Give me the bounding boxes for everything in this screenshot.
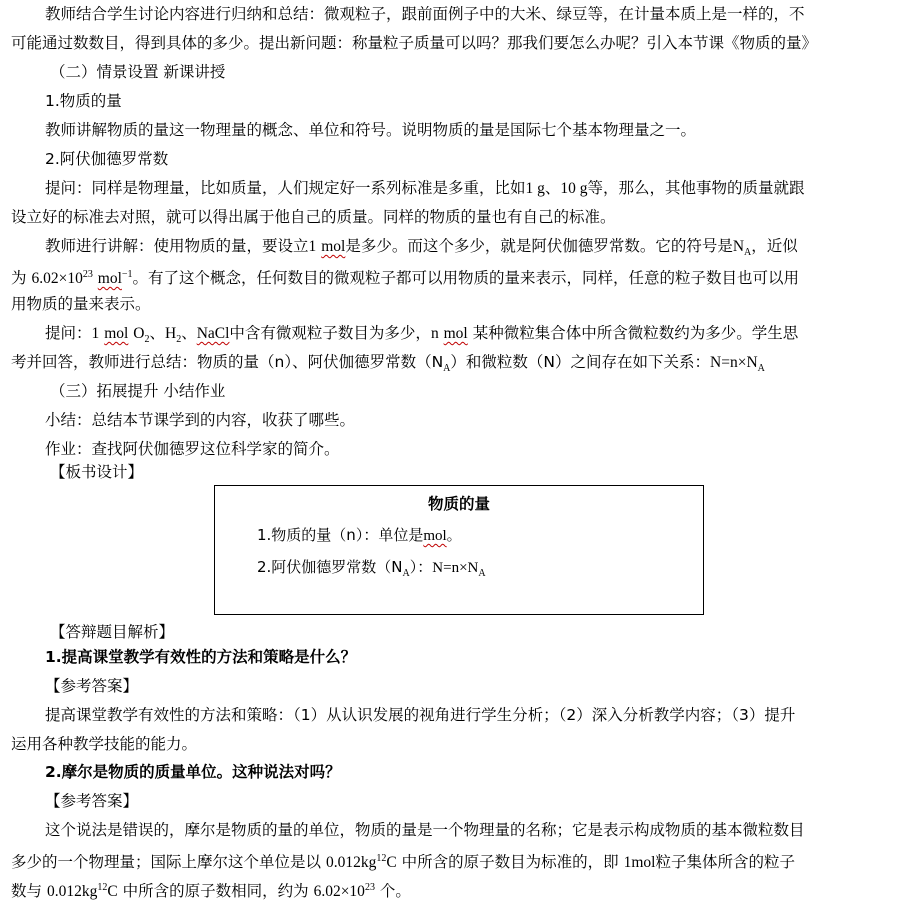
subscript: A — [757, 363, 765, 375]
para1-line2 — [11, 29, 906, 57]
formula-h2: H — [164, 325, 177, 342]
value-1g: 1 g — [525, 180, 545, 197]
text: 是多少。而这个多少，就是阿伏伽德罗常数。它的符号是 — [345, 237, 733, 255]
formula: N=n×N — [710, 354, 758, 371]
formula-nacl: NaCl — [196, 325, 230, 342]
text: 某种微粒集合体中所含微粒数约为多少。学生思 — [472, 324, 799, 342]
board-line2 — [257, 556, 486, 579]
lecture-line3: 用物质的量来表示。 — [11, 295, 151, 313]
avogadro-value: 6.02×10 — [31, 270, 83, 288]
q1-answer-line2: 运用各种教学技能的能力。 — [11, 735, 198, 753]
text: 提问： — [45, 324, 92, 342]
text: 1.物质的量（n）：单位是 — [257, 526, 424, 544]
text: 中含有微观粒子数目为多少， — [229, 324, 431, 342]
mass-value: 0.012kg — [325, 854, 377, 872]
lecture-line2 — [11, 261, 906, 293]
text: 等，那么，其他事物的质量就跟 — [587, 179, 805, 197]
text: 教师进行讲解：使用物质的量，要设立 — [45, 237, 309, 255]
section3-heading: （三）拓展提升 小结作业 — [50, 382, 226, 400]
subscript: A — [402, 568, 410, 579]
item2-heading: 2.阿伏伽德罗常数 — [45, 150, 169, 168]
item1-heading: 1.物质的量 — [45, 92, 122, 110]
text: 中所含的原子数目为标准的，即 — [401, 853, 619, 872]
question1-line2: 设立好的标准去对照，就可以得出属于他自己的质量。同样的物质的量也有自己的标准。 — [11, 208, 616, 226]
board-line1 — [257, 524, 462, 545]
q2-title: 2.摩尔是物质的质量单位。这种说法对吗？ — [45, 763, 341, 781]
question1-line1 — [45, 174, 914, 203]
subscript: A — [443, 363, 451, 375]
symbol-na: N — [732, 238, 745, 255]
number: 1 — [91, 325, 100, 342]
q2-answer-line2 — [11, 845, 906, 877]
q1-answer-label: 【参考答案】 — [45, 677, 139, 695]
text: 粒子集体所含的粒子 — [655, 853, 795, 872]
number: 1 — [308, 238, 317, 255]
value-10g: 10 g — [560, 180, 588, 197]
text: 可能通过数数目，得到具体的多少。提出新问题：称量粒子质量可以吗？那我们要怎么办呢？引入本节课《物质的量》 — [11, 34, 818, 52]
subscript: 2 — [176, 334, 182, 346]
homework: 作业：查找阿伏伽德罗这位科学家的简介。 — [45, 440, 340, 458]
text: 教师结合学生讨论内容进行归纳和总结：微观粒子，跟前面例子中的大米、绿豆等，在计量本质上是一样的，不 — [45, 5, 805, 23]
item1-text: 教师讲解物质的量这一物理量的概念、单位和符号。说明物质的量是国际七个基本物理量之一。 — [45, 121, 697, 139]
q2-answer-line3 — [11, 874, 906, 906]
text: 为 — [11, 269, 27, 288]
q2-answer-label: 【参考答案】 — [45, 792, 139, 810]
text: 提问：同样是物理量，比如质量，人们规定好一系列标准是多重，比如 — [45, 179, 526, 197]
unit-mol: mol — [443, 325, 468, 342]
text: 2.阿伏伽德罗常数（N — [257, 558, 403, 576]
text: ）和微粒数（N）之间存在如下关系： — [450, 353, 711, 371]
unit-mol: mol — [104, 325, 129, 342]
para1-line1 — [45, 0, 914, 28]
q1-answer-line1: 提高课堂教学有效性的方法和策略：（1）从认识发展的视角进行学生分析；（2）深入分析教学内容；（3）提升 — [45, 706, 796, 724]
text: 、 — [181, 324, 197, 342]
variable-n: n — [430, 325, 439, 342]
board-heading: 【板书设计】 — [50, 463, 144, 481]
text: 。 — [446, 526, 462, 544]
board-title: 物质的量 — [427, 495, 490, 513]
unit-1mol: 1mol — [623, 854, 656, 872]
mass-value: 0.012kg — [46, 883, 98, 901]
subscript: A — [744, 247, 752, 259]
text: 多少的一个物理量；国际上摩尔这个单位是以 — [11, 853, 322, 872]
text: 、 — [149, 324, 165, 342]
text: 。有了这个概念，任何数目的微观粒子都可以用物质的量来表示，同样，任意的粒子数目也可以用 — [132, 269, 800, 288]
board-design-box — [214, 485, 704, 615]
defense-heading: 【答辩题目解析】 — [50, 623, 175, 641]
unit-mol: mol — [321, 238, 346, 255]
section2-heading: （二）情景设置 新课讲授 — [50, 63, 226, 81]
exponent: 23 — [82, 269, 93, 280]
exponent: 23 — [364, 882, 375, 893]
summary: 小结：总结本节课学到的内容，收获了哪些。 — [45, 411, 356, 429]
avogadro-value: 6.02×10 — [313, 883, 365, 901]
formula-o2: O — [133, 325, 145, 342]
text: 中所含的原子数相同，约为 — [122, 882, 309, 901]
element-c: C — [386, 854, 397, 872]
text: 考并回答，教师进行总结：物质的量（n）、阿伏伽德罗常数（N — [11, 353, 444, 371]
unit-mol: mol — [97, 270, 122, 288]
exponent: −1 — [121, 269, 133, 280]
superscript: 12 — [376, 853, 387, 864]
subscript: 2 — [144, 334, 150, 346]
q1-title: 1.提高课堂教学有效性的方法和策略是什么？ — [45, 648, 357, 666]
unit-mol: mol — [423, 528, 447, 544]
superscript: 12 — [97, 882, 108, 893]
q2-answer-line1: 这个说法是错误的，摩尔是物质的量的单位，物质的量是一个物理量的名称；它是表示构成物质的基本微粒数目 — [45, 821, 805, 839]
subscript: A — [478, 568, 486, 579]
text: 数与 — [11, 882, 43, 901]
element-c: C — [107, 883, 118, 901]
formula: ）：N=n×N — [409, 560, 479, 576]
text: ，近似 — [751, 237, 798, 255]
text: 个。 — [379, 882, 411, 901]
text: 、 — [544, 179, 561, 197]
